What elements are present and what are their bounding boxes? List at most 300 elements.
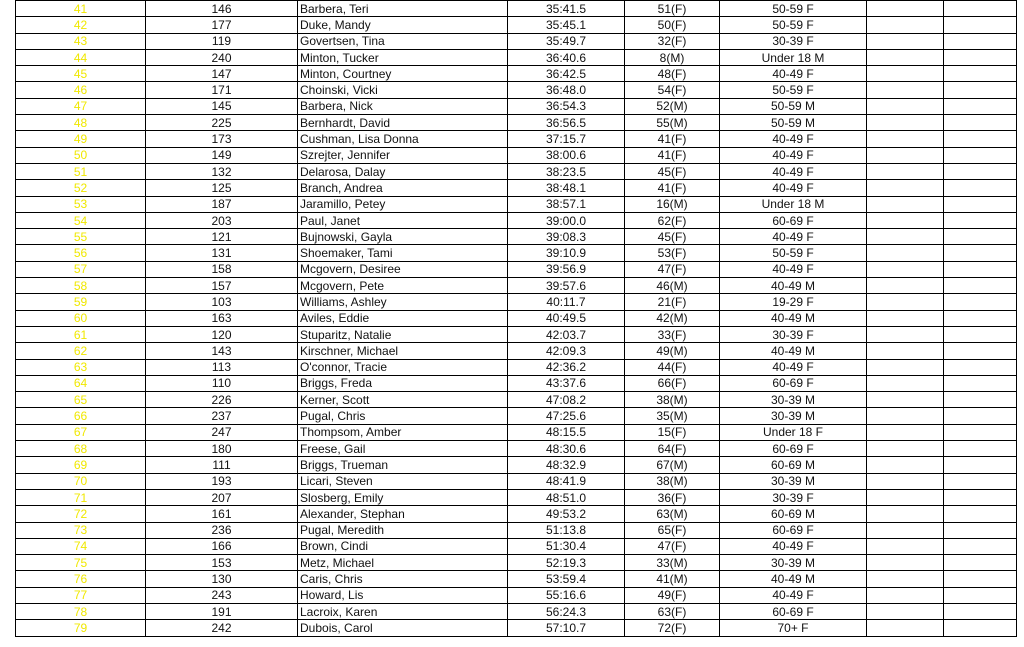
empty-cell [944,457,1017,473]
empty-cell [867,359,944,375]
table-row [16,33,1017,49]
age-sex-cell: 8(M) [625,49,720,65]
name-cell: Shoemaker, Tami [298,245,508,261]
table-row [16,343,1017,359]
time-cell: 57:10.7 [508,620,625,636]
time-cell: 42:36.2 [508,359,625,375]
empty-cell [944,392,1017,408]
age-sex-cell: 51(F) [625,1,720,17]
empty-cell [867,522,944,538]
place-cell: 44 [16,49,146,65]
empty-cell [867,343,944,359]
table-row [16,620,1017,636]
table-row [16,98,1017,114]
age-sex-cell: 45(F) [625,163,720,179]
age-sex-cell: 49(M) [625,343,720,359]
division-cell: 30-39 F [720,33,867,49]
table-row [16,131,1017,147]
time-cell: 42:03.7 [508,326,625,342]
bib-cell: 145 [146,98,298,114]
division-cell: 30-39 M [720,555,867,571]
bib-cell: 247 [146,424,298,440]
bib-cell: 187 [146,196,298,212]
place-cell: 46 [16,82,146,98]
place-cell: 72 [16,506,146,522]
empty-cell [867,1,944,17]
place-cell: 59 [16,294,146,310]
time-cell: 35:45.1 [508,17,625,33]
time-cell: 35:41.5 [508,1,625,17]
name-cell: Duke, Mandy [298,17,508,33]
empty-cell [944,343,1017,359]
empty-cell [867,49,944,65]
empty-cell [944,180,1017,196]
bib-cell: 242 [146,620,298,636]
empty-cell [944,587,1017,603]
table-row [16,587,1017,603]
bib-cell: 203 [146,212,298,228]
place-cell: 50 [16,147,146,163]
empty-cell [944,571,1017,587]
bib-cell: 120 [146,326,298,342]
age-sex-cell: 33(F) [625,326,720,342]
empty-cell [867,473,944,489]
name-cell: Mcgovern, Pete [298,278,508,294]
results-table [15,0,1017,637]
table-row [16,359,1017,375]
time-cell: 38:48.1 [508,180,625,196]
empty-cell [867,229,944,245]
empty-cell [944,1,1017,17]
division-cell: 40-49 M [720,310,867,326]
empty-cell [867,571,944,587]
place-cell: 41 [16,1,146,17]
bib-cell: 166 [146,538,298,554]
age-sex-cell: 48(F) [625,66,720,82]
name-cell: O'connor, Tracie [298,359,508,375]
name-cell: Minton, Courtney [298,66,508,82]
empty-cell [944,196,1017,212]
table-row [16,392,1017,408]
bib-cell: 237 [146,408,298,424]
place-cell: 56 [16,245,146,261]
time-cell: 48:41.9 [508,473,625,489]
time-cell: 49:53.2 [508,506,625,522]
age-sex-cell: 41(F) [625,147,720,163]
division-cell: 40-49 F [720,180,867,196]
division-cell: 60-69 F [720,441,867,457]
place-cell: 63 [16,359,146,375]
name-cell: Kirschner, Michael [298,343,508,359]
table-row [16,49,1017,65]
name-cell: Cushman, Lisa Donna [298,131,508,147]
age-sex-cell: 64(F) [625,441,720,457]
empty-cell [867,424,944,440]
name-cell: Freese, Gail [298,441,508,457]
division-cell: Under 18 M [720,196,867,212]
empty-cell [944,506,1017,522]
bib-cell: 149 [146,147,298,163]
bib-cell: 111 [146,457,298,473]
name-cell: Briggs, Freda [298,375,508,391]
place-cell: 52 [16,180,146,196]
time-cell: 36:48.0 [508,82,625,98]
name-cell: Slosberg, Emily [298,489,508,505]
name-cell: Bernhardt, David [298,115,508,131]
empty-cell [944,424,1017,440]
time-cell: 39:00.0 [508,212,625,228]
time-cell: 48:51.0 [508,489,625,505]
age-sex-cell: 72(F) [625,620,720,636]
bib-cell: 207 [146,489,298,505]
age-sex-cell: 21(F) [625,294,720,310]
empty-cell [944,489,1017,505]
bib-cell: 163 [146,310,298,326]
empty-cell [944,49,1017,65]
empty-cell [944,163,1017,179]
empty-cell [867,196,944,212]
name-cell: Aviles, Eddie [298,310,508,326]
bib-cell: 143 [146,343,298,359]
table-row [16,441,1017,457]
age-sex-cell: 32(F) [625,33,720,49]
empty-cell [944,620,1017,636]
division-cell: 60-69 F [720,375,867,391]
table-row [16,229,1017,245]
time-cell: 39:08.3 [508,229,625,245]
bib-cell: 193 [146,473,298,489]
name-cell: Minton, Tucker [298,49,508,65]
place-cell: 42 [16,17,146,33]
division-cell: 40-49 F [720,66,867,82]
time-cell: 36:40.6 [508,49,625,65]
age-sex-cell: 38(M) [625,473,720,489]
age-sex-cell: 45(F) [625,229,720,245]
bib-cell: 119 [146,33,298,49]
empty-cell [867,98,944,114]
bib-cell: 125 [146,180,298,196]
empty-cell [944,131,1017,147]
empty-cell [867,163,944,179]
bib-cell: 226 [146,392,298,408]
place-cell: 74 [16,538,146,554]
table-row [16,212,1017,228]
table-row [16,506,1017,522]
bib-cell: 157 [146,278,298,294]
age-sex-cell: 53(F) [625,245,720,261]
table-row [16,538,1017,554]
bib-cell: 153 [146,555,298,571]
place-cell: 66 [16,408,146,424]
empty-cell [867,555,944,571]
place-cell: 70 [16,473,146,489]
division-cell: Under 18 M [720,49,867,65]
name-cell: Williams, Ashley [298,294,508,310]
bib-cell: 191 [146,603,298,619]
name-cell: Licari, Steven [298,473,508,489]
place-cell: 76 [16,571,146,587]
age-sex-cell: 67(M) [625,457,720,473]
empty-cell [867,278,944,294]
age-sex-cell: 33(M) [625,555,720,571]
table-row [16,489,1017,505]
place-cell: 47 [16,98,146,114]
division-cell: 30-39 M [720,392,867,408]
bib-cell: 110 [146,375,298,391]
empty-cell [944,294,1017,310]
bib-cell: 147 [146,66,298,82]
division-cell: 50-59 F [720,1,867,17]
name-cell: Brown, Cindi [298,538,508,554]
empty-cell [944,261,1017,277]
age-sex-cell: 47(F) [625,538,720,554]
empty-cell [944,359,1017,375]
name-cell: Mcgovern, Desiree [298,261,508,277]
empty-cell [944,147,1017,163]
empty-cell [944,555,1017,571]
table-row [16,261,1017,277]
age-sex-cell: 55(M) [625,115,720,131]
table-row [16,408,1017,424]
bib-cell: 121 [146,229,298,245]
division-cell: 30-39 F [720,489,867,505]
empty-cell [944,33,1017,49]
place-cell: 73 [16,522,146,538]
empty-cell [944,229,1017,245]
name-cell: Barbera, Nick [298,98,508,114]
name-cell: Jaramillo, Petey [298,196,508,212]
empty-cell [867,392,944,408]
age-sex-cell: 38(M) [625,392,720,408]
place-cell: 77 [16,587,146,603]
age-sex-cell: 62(F) [625,212,720,228]
division-cell: 40-49 M [720,278,867,294]
place-cell: 62 [16,343,146,359]
division-cell: 40-49 M [720,343,867,359]
bib-cell: 171 [146,82,298,98]
division-cell: 50-59 M [720,115,867,131]
empty-cell [867,603,944,619]
place-cell: 68 [16,441,146,457]
division-cell: 40-49 F [720,131,867,147]
empty-cell [867,115,944,131]
table-row [16,603,1017,619]
time-cell: 38:23.5 [508,163,625,179]
age-sex-cell: 63(M) [625,506,720,522]
empty-cell [867,441,944,457]
division-cell: 30-39 M [720,473,867,489]
division-cell: 30-39 M [720,408,867,424]
name-cell: Pugal, Chris [298,408,508,424]
bib-cell: 130 [146,571,298,587]
age-sex-cell: 50(F) [625,17,720,33]
table-row [16,147,1017,163]
name-cell: Thompsom, Amber [298,424,508,440]
time-cell: 55:16.6 [508,587,625,603]
age-sex-cell: 36(F) [625,489,720,505]
name-cell: Caris, Chris [298,571,508,587]
place-cell: 54 [16,212,146,228]
name-cell: Choinski, Vicki [298,82,508,98]
empty-cell [867,310,944,326]
empty-cell [944,326,1017,342]
division-cell: 50-59 M [720,98,867,114]
table-row [16,375,1017,391]
time-cell: 51:30.4 [508,538,625,554]
time-cell: 48:30.6 [508,441,625,457]
time-cell: 40:49.5 [508,310,625,326]
table-row [16,1,1017,17]
name-cell: Govertsen, Tina [298,33,508,49]
name-cell: Briggs, Trueman [298,457,508,473]
division-cell: 40-49 F [720,229,867,245]
place-cell: 49 [16,131,146,147]
name-cell: Barbera, Teri [298,1,508,17]
time-cell: 48:15.5 [508,424,625,440]
bib-cell: 177 [146,17,298,33]
age-sex-cell: 35(M) [625,408,720,424]
table-row [16,115,1017,131]
bib-cell: 180 [146,441,298,457]
place-cell: 67 [16,424,146,440]
name-cell: Branch, Andrea [298,180,508,196]
division-cell: 40-49 F [720,163,867,179]
time-cell: 53:59.4 [508,571,625,587]
division-cell: 60-69 M [720,457,867,473]
table-row [16,294,1017,310]
empty-cell [944,408,1017,424]
empty-cell [944,98,1017,114]
age-sex-cell: 47(F) [625,261,720,277]
name-cell: Delarosa, Dalay [298,163,508,179]
time-cell: 39:10.9 [508,245,625,261]
table-row [16,163,1017,179]
empty-cell [944,66,1017,82]
name-cell: Alexander, Stephan [298,506,508,522]
table-row [16,571,1017,587]
time-cell: 43:37.6 [508,375,625,391]
empty-cell [867,82,944,98]
time-cell: 37:15.7 [508,131,625,147]
empty-cell [867,375,944,391]
empty-cell [867,261,944,277]
age-sex-cell: 52(M) [625,98,720,114]
division-cell: 40-49 M [720,571,867,587]
place-cell: 51 [16,163,146,179]
empty-cell [867,326,944,342]
empty-cell [867,66,944,82]
bib-cell: 158 [146,261,298,277]
table-row [16,180,1017,196]
name-cell: Pugal, Meredith [298,522,508,538]
place-cell: 75 [16,555,146,571]
division-cell: 60-69 M [720,506,867,522]
place-cell: 78 [16,603,146,619]
empty-cell [944,310,1017,326]
table-row [16,310,1017,326]
division-cell: 50-59 F [720,245,867,261]
empty-cell [944,17,1017,33]
age-sex-cell: 41(F) [625,180,720,196]
empty-cell [944,603,1017,619]
division-cell: 40-49 F [720,147,867,163]
division-cell: 60-69 F [720,212,867,228]
empty-cell [944,375,1017,391]
place-cell: 79 [16,620,146,636]
age-sex-cell: 46(M) [625,278,720,294]
age-sex-cell: 54(F) [625,82,720,98]
empty-cell [867,212,944,228]
time-cell: 40:11.7 [508,294,625,310]
time-cell: 39:56.9 [508,261,625,277]
empty-cell [944,245,1017,261]
name-cell: Stuparitz, Natalie [298,326,508,342]
name-cell: Kerner, Scott [298,392,508,408]
table-row [16,196,1017,212]
division-cell: 40-49 F [720,261,867,277]
table-row [16,66,1017,82]
empty-cell [867,180,944,196]
table-row [16,555,1017,571]
table-row [16,82,1017,98]
empty-cell [944,212,1017,228]
time-cell: 47:25.6 [508,408,625,424]
bib-cell: 113 [146,359,298,375]
time-cell: 35:49.7 [508,33,625,49]
empty-cell [867,147,944,163]
empty-cell [867,294,944,310]
empty-cell [867,538,944,554]
place-cell: 71 [16,489,146,505]
empty-cell [944,441,1017,457]
age-sex-cell: 44(F) [625,359,720,375]
place-cell: 65 [16,392,146,408]
table-row [16,278,1017,294]
table-row [16,473,1017,489]
name-cell: Dubois, Carol [298,620,508,636]
empty-cell [944,115,1017,131]
division-cell: 60-69 F [720,522,867,538]
age-sex-cell: 66(F) [625,375,720,391]
division-cell: 30-39 F [720,326,867,342]
empty-cell [867,506,944,522]
empty-cell [944,538,1017,554]
bib-cell: 236 [146,522,298,538]
place-cell: 53 [16,196,146,212]
table-row [16,245,1017,261]
name-cell: Bujnowski, Gayla [298,229,508,245]
place-cell: 60 [16,310,146,326]
age-sex-cell: 15(F) [625,424,720,440]
time-cell: 39:57.6 [508,278,625,294]
place-cell: 55 [16,229,146,245]
empty-cell [944,522,1017,538]
name-cell: Howard, Lis [298,587,508,603]
time-cell: 36:42.5 [508,66,625,82]
time-cell: 42:09.3 [508,343,625,359]
age-sex-cell: 49(F) [625,587,720,603]
place-cell: 69 [16,457,146,473]
age-sex-cell: 42(M) [625,310,720,326]
place-cell: 61 [16,326,146,342]
place-cell: 45 [16,66,146,82]
division-cell: 40-49 F [720,538,867,554]
bib-cell: 146 [146,1,298,17]
empty-cell [867,33,944,49]
division-cell: 40-49 F [720,587,867,603]
age-sex-cell: 16(M) [625,196,720,212]
bib-cell: 103 [146,294,298,310]
